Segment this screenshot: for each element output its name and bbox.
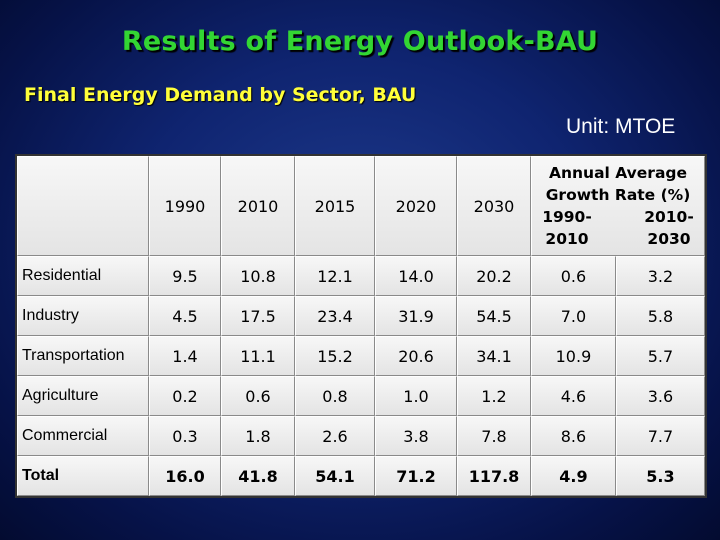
value-cell: 20.6 <box>375 336 457 376</box>
value-cell: 23.4 <box>295 296 375 336</box>
unit-label: Unit: MTOE <box>566 115 676 138</box>
value-cell: 20.2 <box>457 256 531 296</box>
value-cell: 15.2 <box>295 336 375 376</box>
value-cell: 1.0 <box>375 376 457 416</box>
table-row <box>17 336 705 376</box>
value-cell: 14.0 <box>375 256 457 296</box>
value-cell: 1.4 <box>149 336 221 376</box>
value-cell: 117.8 <box>457 456 531 496</box>
growth-period-2010-2030: 2010-2030 <box>644 208 694 248</box>
growth-cell: 10.9 <box>531 336 616 376</box>
header-year-2020: 2020 <box>375 156 457 256</box>
header-year-2030: 2030 <box>457 156 531 256</box>
value-cell: 41.8 <box>221 456 295 496</box>
value-cell: 31.9 <box>375 296 457 336</box>
table-row <box>17 296 705 336</box>
table-row <box>17 456 705 496</box>
energy-demand-table <box>15 154 707 498</box>
growth-cell: 7.0 <box>531 296 616 336</box>
value-cell: 7.8 <box>457 416 531 456</box>
growth-cell: 8.6 <box>531 416 616 456</box>
value-cell: 1.2 <box>457 376 531 416</box>
table-row <box>17 376 705 416</box>
value-cell: 0.2 <box>149 376 221 416</box>
value-cell: 2.6 <box>295 416 375 456</box>
growth-cell: 3.2 <box>616 256 705 296</box>
growth-cell: 5.7 <box>616 336 705 376</box>
value-cell: 1.8 <box>221 416 295 456</box>
value-cell: 54.1 <box>295 456 375 496</box>
growth-period-1990-2010: 1990-2010 <box>542 208 592 248</box>
value-cell: 10.8 <box>221 256 295 296</box>
value-cell: 11.1 <box>221 336 295 376</box>
growth-cell: 4.6 <box>531 376 616 416</box>
header-year-2010: 2010 <box>221 156 295 256</box>
header-corner-cell <box>17 156 149 256</box>
value-cell: 17.5 <box>221 296 295 336</box>
value-cell: 16.0 <box>149 456 221 496</box>
value-cell: 3.8 <box>375 416 457 456</box>
growth-cell: 4.9 <box>531 456 616 496</box>
growth-cell: 7.7 <box>616 416 705 456</box>
table-row <box>17 256 705 296</box>
table-row <box>17 416 705 456</box>
growth-cell: 0.6 <box>531 256 616 296</box>
growth-cell: 3.6 <box>616 376 705 416</box>
value-cell: 9.5 <box>149 256 221 296</box>
value-cell: 4.5 <box>149 296 221 336</box>
sector-label: Agriculture <box>17 376 149 416</box>
growth-cell: 5.8 <box>616 296 705 336</box>
value-cell: 0.3 <box>149 416 221 456</box>
growth-rate-header: Annual Average Growth Rate (%) <box>545 164 691 204</box>
sector-label: Total <box>17 456 149 496</box>
value-cell: 71.2 <box>375 456 457 496</box>
value-cell: 54.5 <box>457 296 531 336</box>
slide-subtitle: Final Energy Demand by Sector, BAU <box>24 84 417 106</box>
slide-title: Results of Energy Outlook-BAU <box>121 26 599 57</box>
sector-label: Industry <box>17 296 149 336</box>
value-cell: 34.1 <box>457 336 531 376</box>
sector-label: Residential <box>17 256 149 296</box>
growth-cell: 5.3 <box>616 456 705 496</box>
sector-label: Transportation <box>17 336 149 376</box>
value-cell: 12.1 <box>295 256 375 296</box>
value-cell: 0.6 <box>221 376 295 416</box>
value-cell: 0.8 <box>295 376 375 416</box>
header-growth-cell <box>531 156 705 256</box>
table-header-row <box>17 156 705 256</box>
header-year-2015: 2015 <box>295 156 375 256</box>
header-year-1990: 1990 <box>149 156 221 256</box>
sector-label: Commercial <box>17 416 149 456</box>
